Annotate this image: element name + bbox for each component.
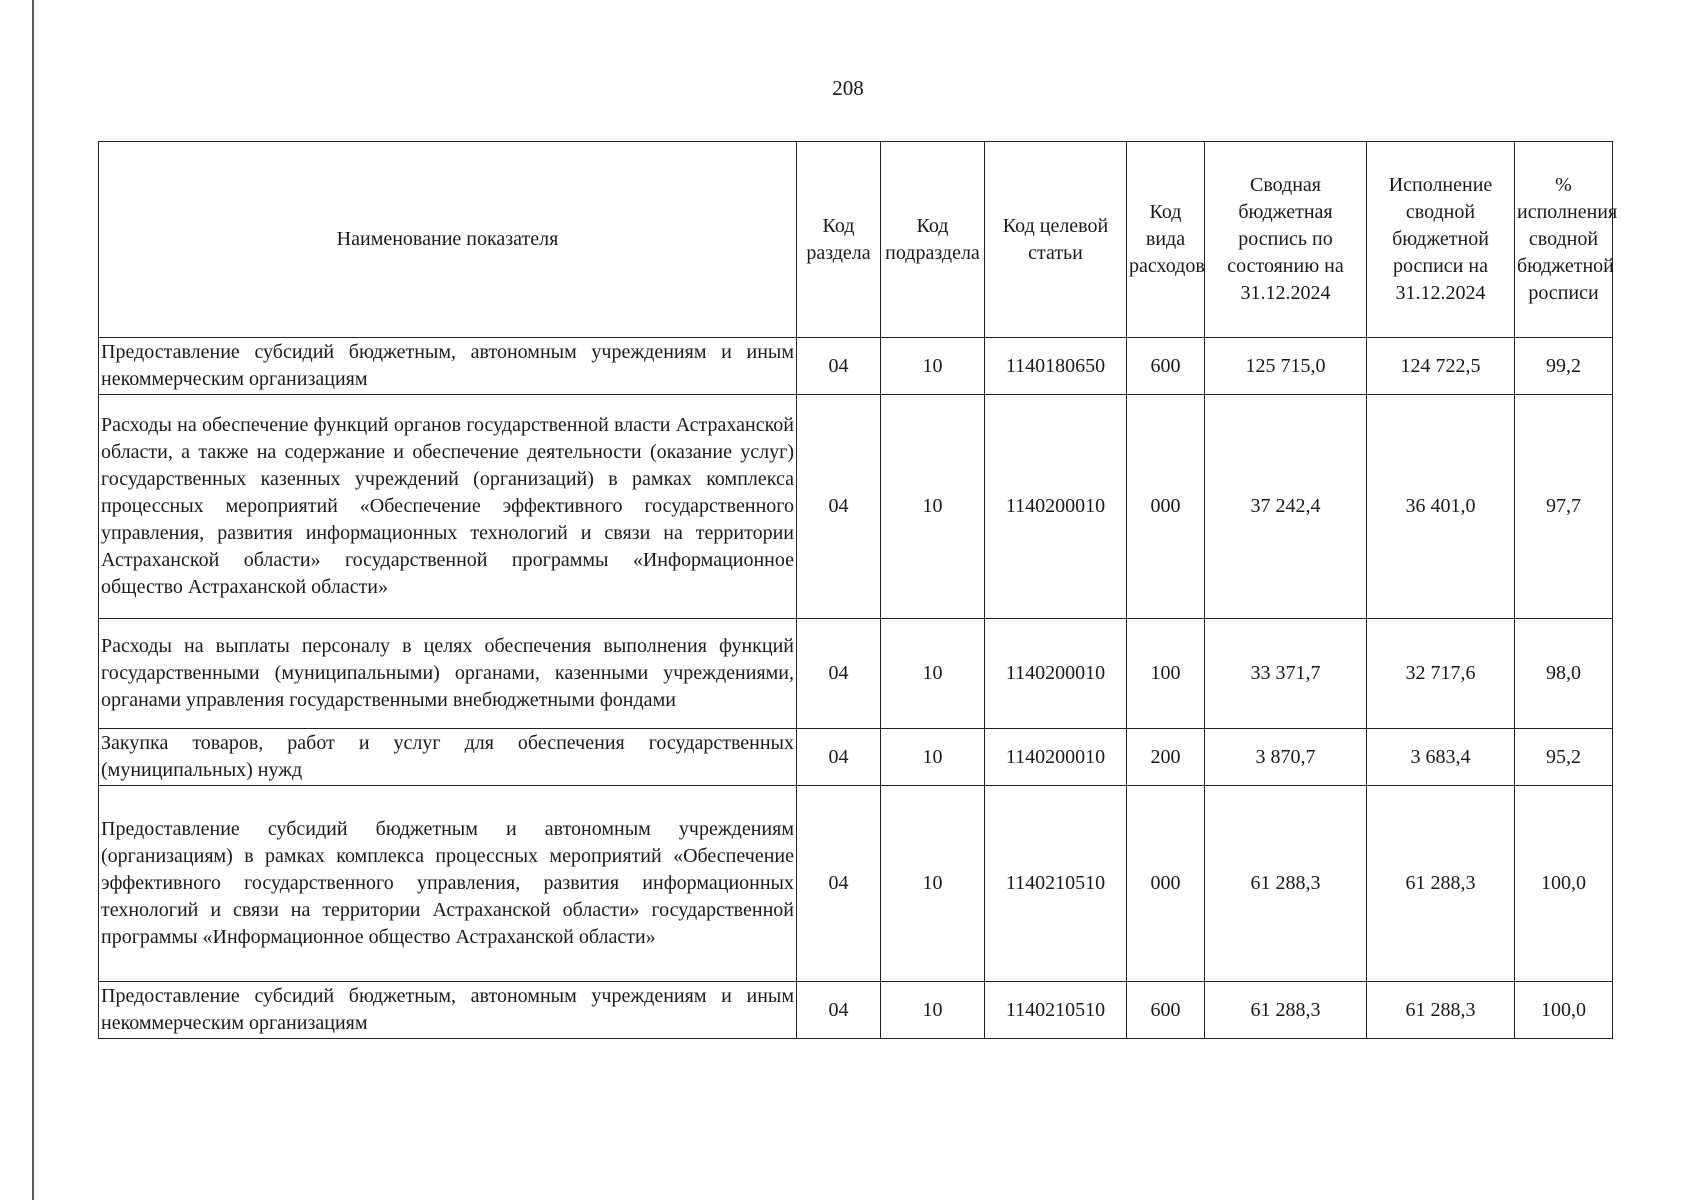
row-execution: 61 288,3 — [1367, 982, 1515, 1039]
row-name: Предоставление субсидий бюджетным, автономным учреждениям и иным некоммерческим организациям — [99, 982, 797, 1039]
row-subsection: 10 — [881, 619, 985, 729]
page-number: 208 — [832, 76, 864, 100]
header-target-article: Код целевой статьи — [985, 142, 1127, 338]
binding-edge-line — [32, 0, 34, 1200]
row-percent: 95,2 — [1515, 729, 1613, 786]
row-name: Закупка товаров, работ и услуг для обеспечения государственных (муниципальных) нужд — [99, 729, 797, 786]
row-section: 04 — [797, 982, 881, 1039]
row-budget: 37 242,4 — [1205, 395, 1367, 619]
row-execution: 36 401,0 — [1367, 395, 1515, 619]
row-budget: 125 715,0 — [1205, 338, 1367, 395]
header-subsection: Код подраздела — [881, 142, 985, 338]
header-percent: % исполнения сводной бюджетной росписи — [1515, 142, 1613, 338]
row-execution: 32 717,6 — [1367, 619, 1515, 729]
row-name: Расходы на обеспечение функций органов государственной власти Астраханской области, а также на содержание и обеспечение деятельности (оказание услуг) государственных казенных учреждений (организаций) в рамках комплекса процессных мероприятий «Обеспечение эффективного государственного управления, развития информационных технологий и связи на территории Астраханской области» государственной программы «Информационное общество Астраханской области» — [99, 395, 797, 619]
header-execution: Исполнение сводной бюджетной росписи на 31.12.2024 — [1367, 142, 1515, 338]
row-section: 04 — [797, 729, 881, 786]
row-budget: 61 288,3 — [1205, 786, 1367, 982]
header-budget: Сводная бюджетная роспись по состоянию на 31.12.2024 — [1205, 142, 1367, 338]
row-budget: 61 288,3 — [1205, 982, 1367, 1039]
row-target-article: 1140200010 — [985, 395, 1127, 619]
table-row — [99, 729, 1613, 786]
row-percent: 97,7 — [1515, 395, 1613, 619]
row-percent: 99,2 — [1515, 338, 1613, 395]
row-percent: 98,0 — [1515, 619, 1613, 729]
row-expense-type: 000 — [1127, 786, 1205, 982]
row-subsection: 10 — [881, 786, 985, 982]
row-section: 04 — [797, 338, 881, 395]
row-target-article: 1140210510 — [985, 982, 1127, 1039]
row-name: Предоставление субсидий бюджетным и автономным учреждениям (организациям) в рамках комплекса процессных мероприятий «Обеспечение эффективного государственного управления, развития информационных технологий и связи на территории Астраханской области» государственной программы «Информационное общество Астраханской области» — [99, 786, 797, 982]
row-subsection: 10 — [881, 395, 985, 619]
table-row — [99, 982, 1613, 1039]
table-row — [99, 619, 1613, 729]
row-section: 04 — [797, 395, 881, 619]
table-row — [99, 786, 1613, 982]
row-percent: 100,0 — [1515, 786, 1613, 982]
row-target-article: 1140210510 — [985, 786, 1127, 982]
row-section: 04 — [797, 786, 881, 982]
table-header-row — [99, 142, 1613, 338]
row-subsection: 10 — [881, 729, 985, 786]
row-execution: 124 722,5 — [1367, 338, 1515, 395]
row-budget: 33 371,7 — [1205, 619, 1367, 729]
row-percent: 100,0 — [1515, 982, 1613, 1039]
row-subsection: 10 — [881, 338, 985, 395]
row-expense-type: 600 — [1127, 982, 1205, 1039]
budget-execution-table — [98, 141, 1618, 1039]
row-section: 04 — [797, 619, 881, 729]
row-target-article: 1140200010 — [985, 619, 1127, 729]
row-budget: 3 870,7 — [1205, 729, 1367, 786]
row-name: Расходы на выплаты персоналу в целях обеспечения выполнения функций государственными (муниципальными) органами, казенными учреждениями, органами управления государственными внебюджетными фондами — [99, 619, 797, 729]
row-subsection: 10 — [881, 982, 985, 1039]
row-target-article: 1140200010 — [985, 729, 1127, 786]
row-target-article: 1140180650 — [985, 338, 1127, 395]
header-name: Наименование показателя — [99, 142, 797, 338]
row-execution: 3 683,4 — [1367, 729, 1515, 786]
header-expense-type: Код вида расходов — [1127, 142, 1205, 338]
row-expense-type: 000 — [1127, 395, 1205, 619]
table-row — [99, 395, 1613, 619]
table-row — [99, 338, 1613, 395]
row-execution: 61 288,3 — [1367, 786, 1515, 982]
row-expense-type: 200 — [1127, 729, 1205, 786]
row-expense-type: 100 — [1127, 619, 1205, 729]
row-expense-type: 600 — [1127, 338, 1205, 395]
header-section: Код раздела — [797, 142, 881, 338]
row-name: Предоставление субсидий бюджетным, автономным учреждениям и иным некоммерческим организациям — [99, 338, 797, 395]
